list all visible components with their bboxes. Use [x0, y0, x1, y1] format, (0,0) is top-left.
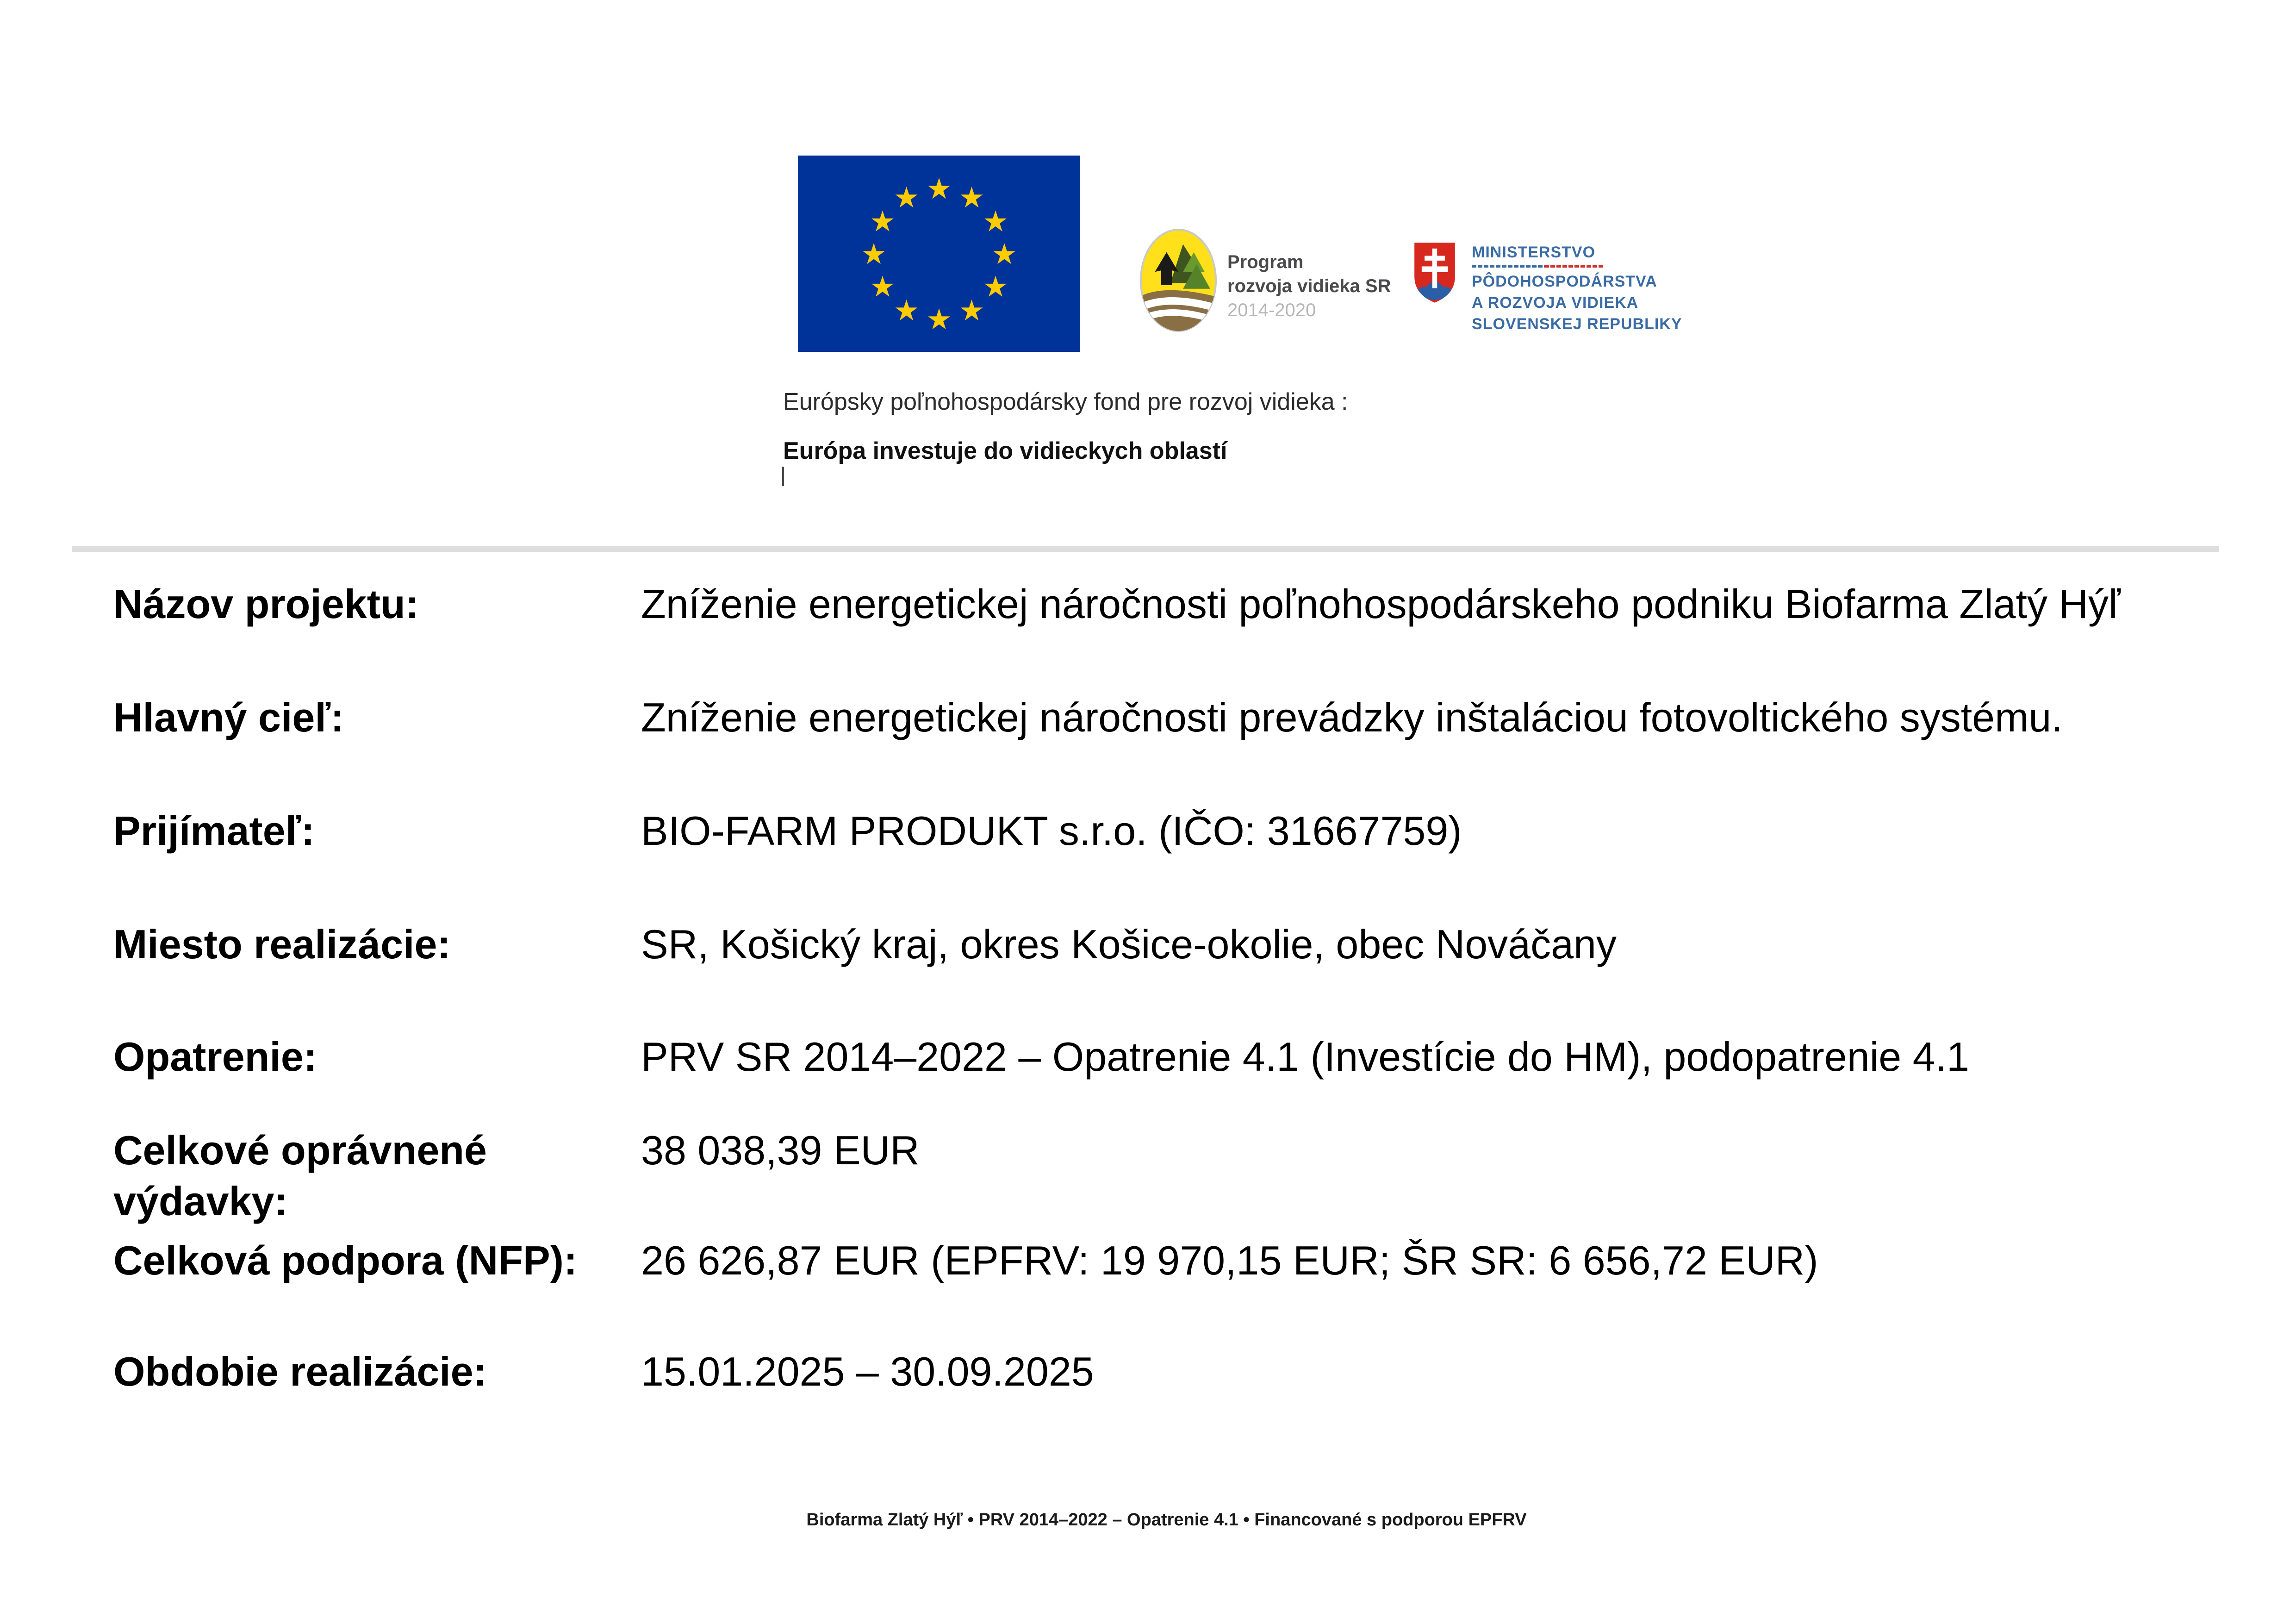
ministry-divider: [1472, 265, 1604, 268]
ministry-line3: A ROZVOJA VIDIEKA: [1472, 294, 1639, 312]
row-label: Celkové oprávnené výdavky:: [113, 1127, 487, 1224]
row-value: Zníženie energetickej náročnosti poľnohospodárskeho podniku Biofarma Zlatý Hýľ: [641, 581, 2121, 627]
row-value: BIO-FARM PRODUKT s.r.o. (IČO: 31667759): [641, 808, 1462, 854]
prv-years: 2014-2020: [1227, 300, 1316, 320]
svg-text:★: ★: [893, 294, 920, 328]
svg-text:★: ★: [870, 269, 896, 304]
ministry-logo-text: [1472, 242, 1682, 335]
prv-logo-text: [1227, 250, 1391, 322]
ministry-line2: PÔDOHOSPODÁRSTVA: [1472, 273, 1657, 290]
svg-text:★: ★: [991, 237, 1017, 271]
prv-line1: Program: [1227, 252, 1304, 272]
prv-badge-icon: [1138, 228, 1219, 333]
prv-logo-badge: [1138, 228, 1219, 333]
svg-text:★: ★: [983, 269, 1008, 304]
svg-text:★: ★: [958, 294, 985, 328]
row-value: SR, Košický kraj, okres Košice-okolie, obec Nováčany: [641, 921, 1617, 967]
row-value: 26 626,87 EUR (EPFRV: 19 970,15 EUR; ŠR SR: 6 656,72 EUR): [641, 1237, 1818, 1283]
footer-credit-line: Biofarma Zlatý Hýľ • PRV 2014–2022 – Opatrenie 4.1 • Financované s podporou EPFRV: [806, 1510, 1527, 1530]
svg-text:★: ★: [861, 237, 887, 271]
svg-text:★: ★: [870, 204, 896, 238]
fund-caption-bold: Európa investuje do vidieckych oblastí: [783, 437, 1227, 464]
svg-text:★: ★: [893, 180, 920, 214]
row-label: Hlavný cieľ:: [113, 694, 344, 740]
svg-text:★: ★: [958, 180, 985, 214]
row-label: Názov projektu:: [113, 581, 419, 627]
ministry-line1: MINISTERSTVO: [1472, 244, 1596, 261]
svg-text:★: ★: [926, 302, 952, 336]
slovak-coat-of-arms-icon: [1412, 241, 1457, 305]
eu-flag-icon: [798, 156, 1080, 352]
row-value: 38 038,39 EUR: [641, 1127, 920, 1173]
row-value: PRV SR 2014–2022 – Opatrenie 4.1 (Investície do HM), podopatrenie 4.1: [641, 1034, 1969, 1080]
fund-caption: Európsky poľnohospodársky fond pre rozvoj vidieka :: [783, 388, 1348, 415]
row-label: Opatrenie:: [113, 1034, 317, 1080]
eu-flag-image: [798, 156, 1080, 352]
row-value: Zníženie energetickej náročnosti prevádzky inštaláciou fotovoltického systému.: [641, 694, 2063, 740]
row-label: Obdobie realizácie:: [113, 1349, 487, 1394]
horizontal-divider: [72, 546, 2219, 552]
ministry-line4: SLOVENSKEJ REPUBLIKY: [1472, 315, 1682, 333]
row-label: Prijímateľ:: [113, 808, 315, 854]
svg-text:★: ★: [926, 172, 952, 206]
row-value: 15.01.2025 – 30.09.2025: [641, 1349, 1094, 1394]
row-label: Miesto realizácie:: [113, 921, 451, 967]
text-cursor-artifact: [782, 467, 784, 486]
svg-text:★: ★: [983, 204, 1008, 238]
prv-line2: rozvoja vidieka SR: [1227, 276, 1391, 296]
row-label: Celková podpora (NFP):: [113, 1237, 578, 1283]
